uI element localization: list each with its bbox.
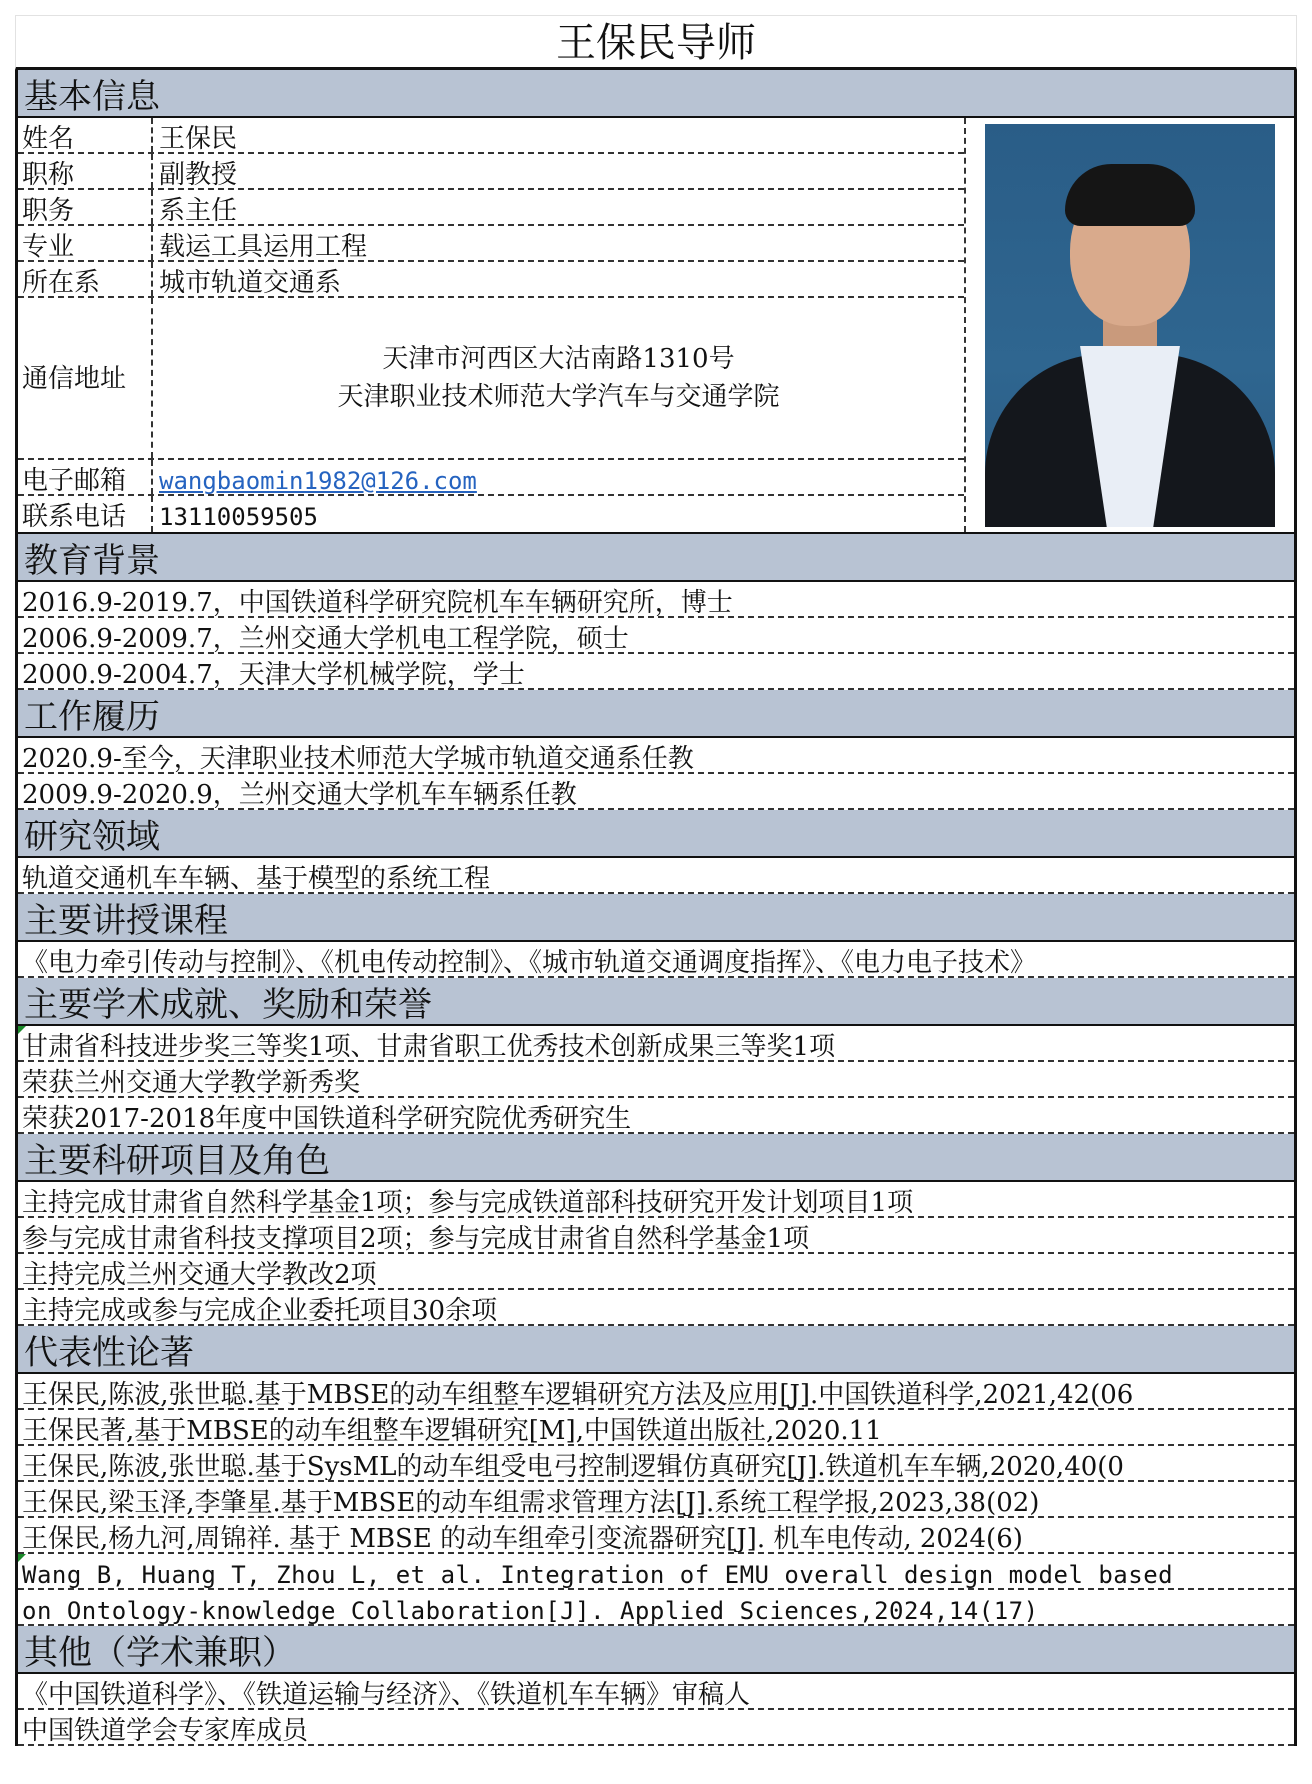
honor-row: 甘肃省科技进步奖三等奖1项、甘肃省职工优秀技术创新成果三等奖1项 <box>18 1026 1294 1062</box>
basic-info-table <box>18 118 966 532</box>
work-row: 2009.9-2020.9，兰州交通大学机车车辆系任教 <box>18 774 1294 810</box>
section-header-other: 其他（学术兼职） <box>18 1626 1294 1674</box>
address-line-2: 天津职业技术师范大学汽车与交通学院 <box>337 382 780 412</box>
position-value: 系主任 <box>159 196 238 224</box>
section-header-education: 教育背景 <box>18 534 1294 582</box>
major-value: 载运工具运用工程 <box>159 232 368 260</box>
email-link[interactable]: wangbaomin1982@126.com <box>159 467 477 494</box>
project-row: 主持完成或参与完成企业委托项目30余项 <box>18 1290 1294 1326</box>
project-row: 参与完成甘肃省科技支撑项目2项；参与完成甘肃省自然科学基金1项 <box>18 1218 1294 1254</box>
address-line-1: 天津市河西区大沽南路1310号 <box>382 344 735 374</box>
section-header-projects: 主要科研项目及角色 <box>18 1134 1294 1182</box>
education-row: 2016.9-2019.7，中国铁道科学研究院机车车辆研究所，博士 <box>18 582 1294 618</box>
courses-row: 《电力牵引传动与控制》、《机电传动控制》、《城市轨道交通调度指挥》、《电力电子技术》 <box>18 942 1294 978</box>
paper-row: 王保民,杨九河,周锦祥. 基于 MBSE 的动车组牵引变流器研究[J]. 机车电传动, 2024(6) <box>18 1518 1294 1554</box>
education-row: 2000.9-2004.7，天津大学机械学院，学士 <box>18 654 1294 690</box>
paper-row: 王保民著,基于MBSE的动车组整车逻辑研究[M],中国铁道出版社,2020.11 <box>18 1410 1294 1446</box>
address-value <box>153 298 964 458</box>
other-row: 中国铁道学会专家库成员 <box>18 1710 1294 1746</box>
paper-row: 王保民,陈波,张世聪.基于SysML的动车组受电弓控制逻辑仿真研究[J].铁道机车车辆,2020,40(0 <box>18 1446 1294 1482</box>
basic-row-title <box>18 154 964 190</box>
section-header-courses: 主要讲授课程 <box>18 894 1294 942</box>
dept-label: 所在系 <box>18 262 153 296</box>
project-row: 主持完成甘肃省自然科学基金1项；参与完成铁道部科技研究开发计划项目1项 <box>18 1182 1294 1218</box>
section-header-basic: 基本信息 <box>18 70 1294 118</box>
resume-frame <box>15 70 1297 1746</box>
basic-info-block <box>18 118 1294 534</box>
education-row: 2006.9-2009.7，兰州交通大学机电工程学院，硕士 <box>18 618 1294 654</box>
basic-row-dept <box>18 262 964 298</box>
name-value: 王保民 <box>159 124 238 152</box>
phone-label: 联系电话 <box>18 496 153 532</box>
work-row: 2020.9-至今，天津职业技术师范大学城市轨道交通系任教 <box>18 738 1294 774</box>
basic-row-address <box>18 298 964 460</box>
paper-en-line-1: Wang B, Huang T, Zhou L, et al. Integration of EMU overall design model based <box>18 1554 1294 1590</box>
title-label: 职称 <box>18 154 153 188</box>
position-label: 职务 <box>18 190 153 224</box>
paper-en-line-2: on Ontology-knowledge Collaboration[J]. Applied Sciences,2024,14(17) <box>18 1590 1294 1626</box>
basic-row-name <box>18 118 964 154</box>
phone-value: 13110059505 <box>159 503 318 531</box>
address-label: 通信地址 <box>18 298 153 458</box>
name-label: 姓名 <box>18 118 153 152</box>
section-header-honors: 主要学术成就、奖励和荣誉 <box>18 978 1294 1026</box>
paper-row: 王保民,梁玉泽,李肇星.基于MBSE的动车组需求管理方法[J].系统工程学报,2023,38(02) <box>18 1482 1294 1518</box>
honor-row: 荣获2017-2018年度中国铁道科学研究院优秀研究生 <box>18 1098 1294 1134</box>
title-value: 副教授 <box>159 160 238 188</box>
basic-row-position <box>18 190 964 226</box>
basic-row-major <box>18 226 964 262</box>
dept-value: 城市轨道交通系 <box>159 268 342 296</box>
page-title: 王保民导师 <box>15 15 1297 70</box>
honor-row: 荣获兰州交通大学教学新秀奖 <box>18 1062 1294 1098</box>
paper-row: 王保民,陈波,张世聪.基于MBSE的动车组整车逻辑研究方法及应用[J].中国铁道科学,2021,42(06 <box>18 1374 1294 1410</box>
project-row: 主持完成兰州交通大学教改2项 <box>18 1254 1294 1290</box>
section-header-research: 研究领域 <box>18 810 1294 858</box>
email-label: 电子邮箱 <box>18 460 153 494</box>
research-row: 轨道交通机车车辆、基于模型的系统工程 <box>18 858 1294 894</box>
other-row: 《中国铁道科学》、《铁道运输与经济》、《铁道机车车辆》审稿人 <box>18 1674 1294 1710</box>
major-label: 专业 <box>18 226 153 260</box>
basic-row-phone <box>18 496 964 532</box>
section-header-work: 工作履历 <box>18 690 1294 738</box>
resume-sheet <box>15 15 1297 1746</box>
photo-cell <box>966 118 1294 532</box>
basic-row-email <box>18 460 964 496</box>
section-header-papers: 代表性论著 <box>18 1326 1294 1374</box>
portrait-photo <box>985 124 1275 527</box>
